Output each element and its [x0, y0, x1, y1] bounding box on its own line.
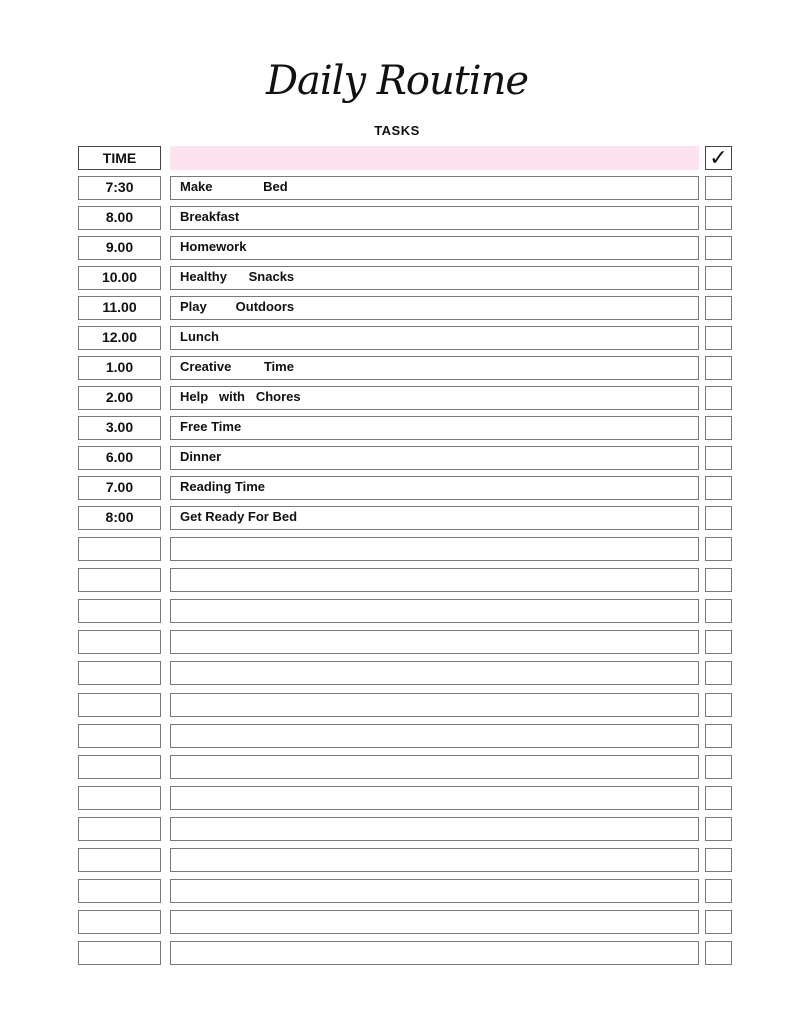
task-checkbox[interactable]: [705, 446, 732, 470]
time-cell[interactable]: 2.00: [78, 386, 161, 410]
task-cell[interactable]: Free Time: [170, 416, 699, 440]
time-cell[interactable]: 7.00: [78, 476, 161, 500]
checkmark-icon: ✓: [705, 146, 732, 170]
task-checkbox[interactable]: [705, 176, 732, 200]
time-cell[interactable]: [78, 537, 161, 561]
task-checkbox[interactable]: [705, 693, 732, 717]
task-checkbox[interactable]: [705, 476, 732, 500]
task-checkbox[interactable]: [705, 724, 732, 748]
time-cell[interactable]: 8.00: [78, 206, 161, 230]
time-column-header: TIME: [78, 146, 161, 170]
time-cell[interactable]: 8:00: [78, 506, 161, 530]
task-cell[interactable]: Dinner: [170, 446, 699, 470]
time-cell[interactable]: 1.00: [78, 356, 161, 380]
task-cell[interactable]: Creative Time: [170, 356, 699, 380]
task-cell[interactable]: [170, 941, 699, 965]
task-checkbox[interactable]: [705, 416, 732, 440]
time-cell[interactable]: [78, 879, 161, 903]
task-checkbox[interactable]: [705, 506, 732, 530]
task-cell[interactable]: Breakfast: [170, 206, 699, 230]
task-cell[interactable]: Get Ready For Bed: [170, 506, 699, 530]
time-cell[interactable]: 7:30: [78, 176, 161, 200]
task-cell[interactable]: Make Bed: [170, 176, 699, 200]
task-cell[interactable]: [170, 755, 699, 779]
task-cell[interactable]: Help with Chores: [170, 386, 699, 410]
time-cell[interactable]: [78, 568, 161, 592]
time-cell[interactable]: [78, 599, 161, 623]
task-checkbox[interactable]: [705, 817, 732, 841]
task-checkbox[interactable]: [705, 755, 732, 779]
task-cell[interactable]: [170, 568, 699, 592]
task-cell[interactable]: Reading Time: [170, 476, 699, 500]
time-cell[interactable]: [78, 910, 161, 934]
time-cell[interactable]: [78, 786, 161, 810]
task-cell[interactable]: [170, 630, 699, 654]
task-cell[interactable]: Lunch: [170, 326, 699, 350]
task-checkbox[interactable]: [705, 206, 732, 230]
task-checkbox[interactable]: [705, 879, 732, 903]
task-checkbox[interactable]: [705, 236, 732, 260]
time-cell[interactable]: 12.00: [78, 326, 161, 350]
task-cell[interactable]: [170, 661, 699, 685]
task-checkbox[interactable]: [705, 356, 732, 380]
time-cell[interactable]: [78, 693, 161, 717]
task-cell[interactable]: [170, 537, 699, 561]
task-cell[interactable]: [170, 786, 699, 810]
task-checkbox[interactable]: [705, 848, 732, 872]
task-checkbox[interactable]: [705, 386, 732, 410]
task-cell[interactable]: Homework: [170, 236, 699, 260]
task-checkbox[interactable]: [705, 941, 732, 965]
time-cell[interactable]: [78, 661, 161, 685]
task-cell[interactable]: [170, 724, 699, 748]
task-checkbox[interactable]: [705, 568, 732, 592]
task-cell[interactable]: [170, 910, 699, 934]
task-cell[interactable]: [170, 693, 699, 717]
task-checkbox[interactable]: [705, 326, 732, 350]
time-cell[interactable]: [78, 724, 161, 748]
time-cell[interactable]: [78, 941, 161, 965]
time-cell[interactable]: 10.00: [78, 266, 161, 290]
task-checkbox[interactable]: [705, 266, 732, 290]
task-column-header: [170, 146, 699, 170]
time-cell[interactable]: 9.00: [78, 236, 161, 260]
task-cell[interactable]: [170, 817, 699, 841]
task-checkbox[interactable]: [705, 630, 732, 654]
task-checkbox[interactable]: [705, 537, 732, 561]
task-checkbox[interactable]: [705, 599, 732, 623]
time-cell[interactable]: [78, 848, 161, 872]
time-cell[interactable]: [78, 630, 161, 654]
task-cell[interactable]: [170, 599, 699, 623]
task-checkbox[interactable]: [705, 786, 732, 810]
task-cell[interactable]: Healthy Snacks: [170, 266, 699, 290]
task-checkbox[interactable]: [705, 296, 732, 320]
task-cell[interactable]: [170, 879, 699, 903]
page-title: Daily Routine: [265, 58, 529, 104]
task-cell[interactable]: [170, 848, 699, 872]
time-cell[interactable]: [78, 817, 161, 841]
time-cell[interactable]: 3.00: [78, 416, 161, 440]
task-checkbox[interactable]: [705, 910, 732, 934]
task-cell[interactable]: Play Outdoors: [170, 296, 699, 320]
tasks-heading: TASKS: [374, 123, 420, 138]
time-cell[interactable]: 11.00: [78, 296, 161, 320]
time-cell[interactable]: 6.00: [78, 446, 161, 470]
task-checkbox[interactable]: [705, 661, 732, 685]
time-cell[interactable]: [78, 755, 161, 779]
